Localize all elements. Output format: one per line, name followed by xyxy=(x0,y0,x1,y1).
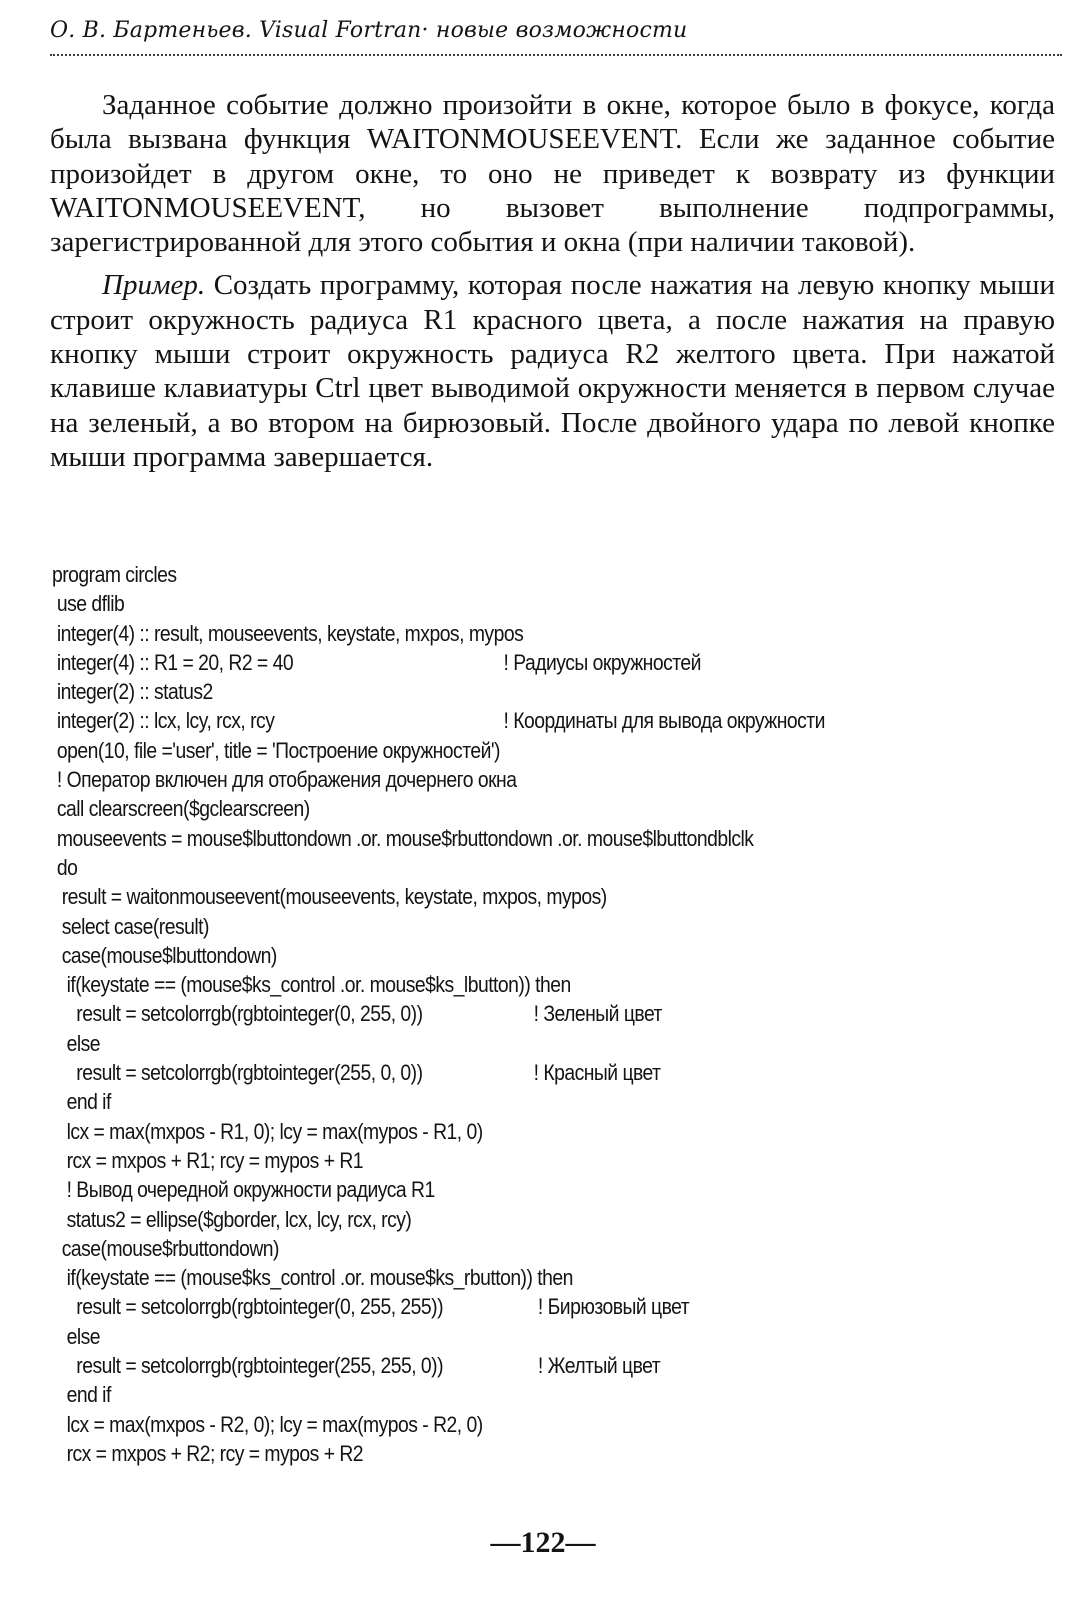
code-line xyxy=(52,1058,912,1087)
code-statement: ! Оператор включен для отображения дочернего окна xyxy=(52,767,517,793)
code-comment: ! Красный цвет xyxy=(533,1060,661,1086)
code-statement: open(10, file ='user', title = 'Построение окружностей') xyxy=(52,737,500,763)
code-statement: integer(2) :: lcx, lcy, rcx, rcy xyxy=(52,708,275,734)
code-line xyxy=(52,1380,912,1409)
body-text xyxy=(50,88,1055,474)
code-line xyxy=(52,999,912,1028)
code-line xyxy=(52,589,912,618)
paragraph-text: Заданное событие должно произойти в окне, которое было в фокусе, когда была вызвана функция WAITONMOUSEEVENT. Если же заданное событие произойдет в другом окне, то оно не приведет к возврату из функции WAITONMOUSEEVENT, но вызовет выполнение подпрограммы, зарегистрированной для этого события и окна (при наличии таковой). xyxy=(50,89,1055,259)
code-line xyxy=(52,1117,912,1146)
code-line xyxy=(52,1410,912,1439)
code-statement: result = setcolorrgb(rgbtointeger(0, 255, 0)) xyxy=(52,1001,423,1027)
page-number: —122— xyxy=(490,1526,596,1559)
code-statement: use dflib xyxy=(52,591,125,617)
paragraph-text: Создать программу, которая после нажатия на левую кнопку мыши строит окружность радиуса R1 красного цвета, а после нажатия на правую кнопку мыши строит окружность радиуса R2 желтого цвета. При нажатой клавише клавиатуры Ctrl цвет выводимой окружности меняется в первом случае на зеленый, а во втором на бирюзовый. После двойного удара по левой кнопке мыши программа завершается. xyxy=(50,269,1055,473)
code-statement: end if xyxy=(52,1089,111,1115)
code-comment: ! Бирюзовый цвет xyxy=(537,1294,690,1320)
code-line xyxy=(52,1087,912,1116)
code-line xyxy=(52,1351,912,1380)
code-line xyxy=(52,706,912,735)
code-line xyxy=(52,970,912,999)
code-statement: program circles xyxy=(52,562,177,587)
code-listing xyxy=(52,560,912,1468)
code-comment: ! Координаты для вывода окружности xyxy=(503,708,825,734)
code-line xyxy=(52,794,912,823)
code-statement: rcx = mxpos + R1; rcy = mypos + R1 xyxy=(52,1147,364,1173)
code-statement: integer(2) :: status2 xyxy=(52,679,213,705)
code-statement: end if xyxy=(52,1382,111,1408)
running-head: О. В. Бартеньев. Visual Fortran· новые возможности xyxy=(50,18,688,43)
paragraph xyxy=(50,88,1055,259)
code-statement: status2 = ellipse($gborder, lcx, lcy, rcx, rcy) xyxy=(52,1206,412,1232)
code-line xyxy=(52,853,912,882)
code-statement: if(keystate == (mouse$ks_control .or. mouse$ks_lbutton)) then xyxy=(52,972,571,998)
code-line xyxy=(52,1263,912,1292)
header-rule xyxy=(50,54,1062,56)
code-statement: select case(result) xyxy=(52,913,209,939)
code-statement: call clearscreen($gclearscreen) xyxy=(52,796,310,822)
code-statement: result = waitonmouseevent(mouseevents, keystate, mxpos, mypos) xyxy=(52,884,607,910)
example-lead: Пример. xyxy=(102,269,206,302)
code-comment: ! Радиусы окружностей xyxy=(503,649,701,675)
code-line xyxy=(52,882,912,911)
code-line xyxy=(52,677,912,706)
code-line xyxy=(52,648,912,677)
code-line xyxy=(52,1205,912,1234)
code-line xyxy=(52,912,912,941)
code-statement: integer(4) :: R1 = 20, R2 = 40 xyxy=(52,649,294,675)
code-line xyxy=(52,619,912,648)
code-statement: result = setcolorrgb(rgbtointeger(0, 255, 255)) xyxy=(52,1294,444,1320)
code-line xyxy=(52,736,912,765)
code-statement: rcx = mxpos + R2; rcy = mypos + R2 xyxy=(52,1440,364,1466)
code-statement: case(mouse$rbuttondown) xyxy=(52,1235,279,1261)
code-statement: integer(4) :: result, mouseevents, keystate, mxpos, mypos xyxy=(52,620,524,646)
code-statement: mouseevents = mouse$lbuttondown .or. mouse$rbuttondown .or. mouse$lbuttondblclk xyxy=(52,825,754,851)
code-line xyxy=(52,560,912,589)
code-statement: else xyxy=(52,1030,101,1056)
code-statement: result = setcolorrgb(rgbtointeger(255, 0, 0)) xyxy=(52,1060,423,1086)
code-line xyxy=(52,941,912,970)
code-statement: lcx = max(mxpos - R1, 0); lcy = max(mypos - R1, 0) xyxy=(52,1118,483,1144)
code-statement: result = setcolorrgb(rgbtointeger(255, 255, 0)) xyxy=(52,1353,444,1379)
code-line xyxy=(52,1175,912,1204)
code-line xyxy=(52,1146,912,1175)
code-comment: ! Зеленый цвет xyxy=(533,1001,662,1027)
code-statement: else xyxy=(52,1323,101,1349)
code-statement: do xyxy=(52,854,78,880)
code-line xyxy=(52,1029,912,1058)
code-statement: if(keystate == (mouse$ks_control .or. mouse$ks_rbutton)) then xyxy=(52,1265,573,1291)
code-line xyxy=(52,1292,912,1321)
code-statement: ! Вывод очередной окружности радиуса R1 xyxy=(52,1177,435,1203)
code-line xyxy=(52,1234,912,1263)
code-statement: case(mouse$lbuttondown) xyxy=(52,942,277,968)
code-line xyxy=(52,824,912,853)
code-line xyxy=(52,1439,912,1468)
code-statement: lcx = max(mxpos - R2, 0); lcy = max(mypos - R2, 0) xyxy=(52,1411,483,1437)
code-line xyxy=(52,765,912,794)
paragraph xyxy=(50,268,1055,474)
code-line xyxy=(52,1322,912,1351)
code-comment: ! Желтый цвет xyxy=(537,1353,661,1379)
